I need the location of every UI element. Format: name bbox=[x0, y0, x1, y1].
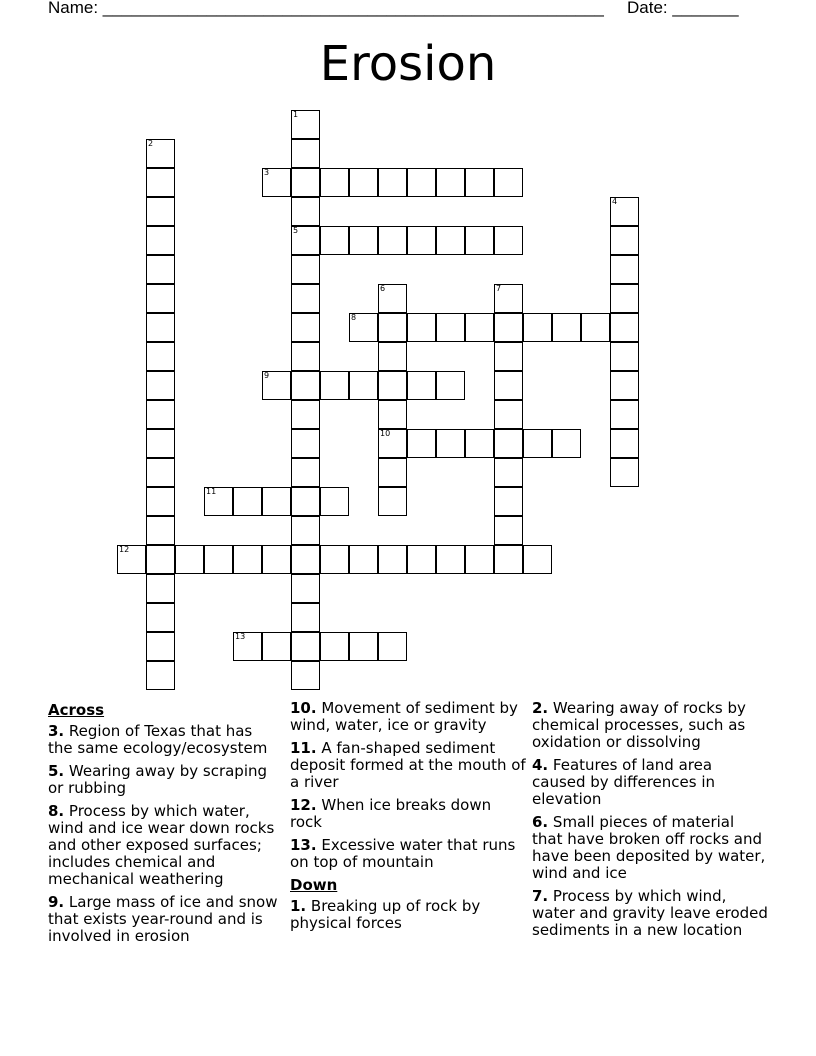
grid-cell[interactable] bbox=[436, 226, 465, 255]
grid-cell[interactable] bbox=[610, 429, 639, 458]
cell-number: 5 bbox=[293, 226, 299, 235]
grid-cell[interactable] bbox=[610, 197, 639, 226]
grid-cell[interactable] bbox=[494, 516, 523, 545]
grid-cell[interactable] bbox=[291, 429, 320, 458]
grid-cell[interactable] bbox=[233, 632, 262, 661]
grid-cell[interactable] bbox=[494, 487, 523, 516]
grid-cell[interactable] bbox=[291, 516, 320, 545]
cell-number: 7 bbox=[496, 284, 502, 293]
grid-cell[interactable] bbox=[378, 458, 407, 487]
grid-cell[interactable] bbox=[291, 139, 320, 168]
grid-cell[interactable] bbox=[291, 342, 320, 371]
grid-cell[interactable] bbox=[465, 168, 494, 197]
grid-cell[interactable] bbox=[407, 226, 436, 255]
grid-cell[interactable] bbox=[262, 632, 291, 661]
grid-cell[interactable] bbox=[233, 545, 262, 574]
grid-cell[interactable] bbox=[291, 197, 320, 226]
grid-cell[interactable] bbox=[262, 371, 291, 400]
grid-cell[interactable] bbox=[494, 371, 523, 400]
grid-cell[interactable] bbox=[610, 458, 639, 487]
across-clue: 5. Wearing away by scraping or rubbing bbox=[48, 762, 268, 797]
grid-cell[interactable] bbox=[610, 342, 639, 371]
cell-number: 11 bbox=[206, 487, 217, 496]
grid-cell[interactable] bbox=[378, 168, 407, 197]
grid-cell[interactable] bbox=[320, 226, 349, 255]
grid-cell[interactable] bbox=[465, 429, 494, 458]
grid-cell[interactable] bbox=[291, 313, 320, 342]
grid-cell[interactable] bbox=[552, 313, 581, 342]
grid-cell[interactable] bbox=[146, 487, 175, 516]
grid-cell[interactable] bbox=[146, 371, 175, 400]
grid-cell[interactable] bbox=[117, 545, 146, 574]
grid-cell[interactable] bbox=[146, 661, 175, 690]
grid-cell[interactable] bbox=[146, 458, 175, 487]
grid-cell[interactable] bbox=[349, 313, 378, 342]
across-clue: 13. Excessive water that runs on top of mountain bbox=[290, 836, 516, 871]
grid-cell[interactable] bbox=[291, 458, 320, 487]
grid-cell[interactable] bbox=[320, 371, 349, 400]
grid-cell[interactable] bbox=[262, 545, 291, 574]
grid-cell[interactable] bbox=[291, 545, 320, 574]
grid-cell[interactable] bbox=[436, 168, 465, 197]
grid-cell[interactable] bbox=[146, 255, 175, 284]
grid-cell[interactable] bbox=[291, 632, 320, 661]
grid-cell[interactable] bbox=[320, 487, 349, 516]
grid-cell[interactable] bbox=[291, 400, 320, 429]
grid-cell[interactable] bbox=[465, 226, 494, 255]
down-clue: 2. Wearing away of rocks by chemical processes, such as oxidation or dissolving bbox=[532, 699, 746, 751]
grid-cell[interactable] bbox=[436, 545, 465, 574]
grid-cell[interactable] bbox=[436, 371, 465, 400]
grid-cell[interactable] bbox=[407, 371, 436, 400]
grid-cell[interactable] bbox=[291, 110, 320, 139]
grid-cell[interactable] bbox=[436, 429, 465, 458]
grid-cell[interactable] bbox=[146, 574, 175, 603]
grid-cell[interactable] bbox=[204, 545, 233, 574]
grid-cell[interactable] bbox=[146, 313, 175, 342]
grid-cell[interactable] bbox=[262, 168, 291, 197]
grid-cell[interactable] bbox=[146, 545, 175, 574]
grid-cell[interactable] bbox=[523, 429, 552, 458]
down-clue: 4. Features of land area caused by differences in elevation bbox=[532, 756, 716, 808]
grid-cell[interactable] bbox=[233, 487, 262, 516]
puzzle-title: Erosion bbox=[319, 36, 497, 92]
grid-cell[interactable] bbox=[349, 371, 378, 400]
grid-cell[interactable] bbox=[378, 632, 407, 661]
grid-cell[interactable] bbox=[494, 429, 523, 458]
grid-cell[interactable] bbox=[378, 226, 407, 255]
grid-cell[interactable] bbox=[320, 545, 349, 574]
grid-cell[interactable] bbox=[494, 313, 523, 342]
name-field-label: Name: _____________________________________________________ bbox=[48, 0, 604, 17]
grid-cell[interactable] bbox=[494, 458, 523, 487]
clues-column-3 bbox=[532, 700, 768, 945]
grid-cell[interactable] bbox=[407, 313, 436, 342]
grid-cell[interactable] bbox=[610, 313, 639, 342]
grid-cell[interactable] bbox=[494, 226, 523, 255]
down-clue: 7. Process by which wind, water and gravity leave eroded sediments in a new location bbox=[532, 887, 768, 939]
grid-cell[interactable] bbox=[291, 661, 320, 690]
grid-cell[interactable] bbox=[146, 197, 175, 226]
grid-cell[interactable] bbox=[436, 313, 465, 342]
across-heading: Across bbox=[48, 701, 105, 719]
grid-cell[interactable] bbox=[407, 168, 436, 197]
grid-cell[interactable] bbox=[175, 545, 204, 574]
across-clue: 9. Large mass of ice and snow that exists year-round and is involved in erosion bbox=[48, 893, 278, 945]
cell-number: 6 bbox=[380, 284, 386, 293]
grid-cell[interactable] bbox=[349, 168, 378, 197]
grid-cell[interactable] bbox=[378, 487, 407, 516]
grid-cell[interactable] bbox=[378, 400, 407, 429]
grid-cell[interactable] bbox=[610, 226, 639, 255]
cell-number: 3 bbox=[264, 168, 270, 177]
grid-cell[interactable] bbox=[610, 284, 639, 313]
grid-cell[interactable] bbox=[146, 226, 175, 255]
grid-cell[interactable] bbox=[494, 342, 523, 371]
grid-cell[interactable] bbox=[146, 342, 175, 371]
grid-cell[interactable] bbox=[349, 632, 378, 661]
grid-cell[interactable] bbox=[465, 313, 494, 342]
grid-cell[interactable] bbox=[146, 139, 175, 168]
grid-cell[interactable] bbox=[378, 429, 407, 458]
grid-cell[interactable] bbox=[378, 342, 407, 371]
grid-cell[interactable] bbox=[523, 545, 552, 574]
grid-cell[interactable] bbox=[378, 545, 407, 574]
grid-cell[interactable] bbox=[146, 168, 175, 197]
grid-cell[interactable] bbox=[291, 255, 320, 284]
cell-number: 9 bbox=[264, 371, 270, 380]
grid-cell[interactable] bbox=[262, 487, 291, 516]
grid-cell[interactable] bbox=[581, 313, 610, 342]
grid-cell[interactable] bbox=[291, 487, 320, 516]
down-heading: Down bbox=[290, 876, 338, 894]
grid-cell[interactable] bbox=[349, 226, 378, 255]
grid-cell[interactable] bbox=[378, 371, 407, 400]
grid-cell[interactable] bbox=[146, 429, 175, 458]
grid-cell[interactable] bbox=[204, 487, 233, 516]
grid-cell[interactable] bbox=[291, 284, 320, 313]
grid-cell[interactable] bbox=[291, 371, 320, 400]
across-clue: 3. Region of Texas that has the same ecology/ecosystem bbox=[48, 722, 268, 757]
grid-cell[interactable] bbox=[291, 226, 320, 255]
clues-column-2 bbox=[290, 700, 526, 938]
cell-number: 13 bbox=[235, 632, 246, 641]
grid-cell[interactable] bbox=[523, 313, 552, 342]
cell-number: 2 bbox=[148, 139, 154, 148]
grid-cell[interactable] bbox=[378, 313, 407, 342]
down-clue: 6. Small pieces of material that have broken off rocks and have been deposited by water, wind and ice bbox=[532, 813, 766, 882]
grid-cell[interactable] bbox=[146, 632, 175, 661]
grid-cell[interactable] bbox=[320, 632, 349, 661]
grid-cell[interactable] bbox=[494, 284, 523, 313]
cell-number: 8 bbox=[351, 313, 357, 322]
down-clue: 1. Breaking up of rock by physical forces bbox=[290, 897, 481, 932]
grid-cell[interactable] bbox=[378, 284, 407, 313]
grid-cell[interactable] bbox=[610, 255, 639, 284]
grid-cell[interactable] bbox=[146, 603, 175, 632]
grid-cell[interactable] bbox=[146, 284, 175, 313]
grid-cell[interactable] bbox=[349, 545, 378, 574]
grid-cell[interactable] bbox=[291, 603, 320, 632]
across-clue: 8. Process by which water, wind and ice wear down rocks and other exposed surfaces; includes chemical and mechanical weathering bbox=[48, 802, 275, 888]
across-clue: 12. When ice breaks down rock bbox=[290, 796, 492, 831]
grid-cell[interactable] bbox=[610, 371, 639, 400]
grid-cell[interactable] bbox=[320, 168, 349, 197]
date-field-label: Date: _______ bbox=[627, 0, 739, 17]
grid-cell[interactable] bbox=[146, 400, 175, 429]
grid-cell[interactable] bbox=[407, 545, 436, 574]
cell-number: 10 bbox=[380, 429, 391, 438]
grid-cell[interactable] bbox=[465, 545, 494, 574]
grid-cell[interactable] bbox=[291, 574, 320, 603]
clues-column-1 bbox=[48, 700, 280, 951]
grid-cell[interactable] bbox=[407, 429, 436, 458]
across-clue: 10. Movement of sediment by wind, water, ice or gravity bbox=[290, 699, 518, 734]
grid-cell[interactable] bbox=[494, 168, 523, 197]
grid-cell[interactable] bbox=[610, 400, 639, 429]
grid-cell[interactable] bbox=[494, 400, 523, 429]
grid-cell[interactable] bbox=[552, 429, 581, 458]
cell-number: 4 bbox=[612, 197, 618, 206]
cell-number: 12 bbox=[119, 545, 130, 554]
grid-cell[interactable] bbox=[494, 545, 523, 574]
grid-cell[interactable] bbox=[291, 168, 320, 197]
cell-number: 1 bbox=[293, 110, 299, 119]
grid-cell[interactable] bbox=[146, 516, 175, 545]
across-clue: 11. A fan-shaped sediment deposit formed at the mouth of a river bbox=[290, 739, 526, 791]
